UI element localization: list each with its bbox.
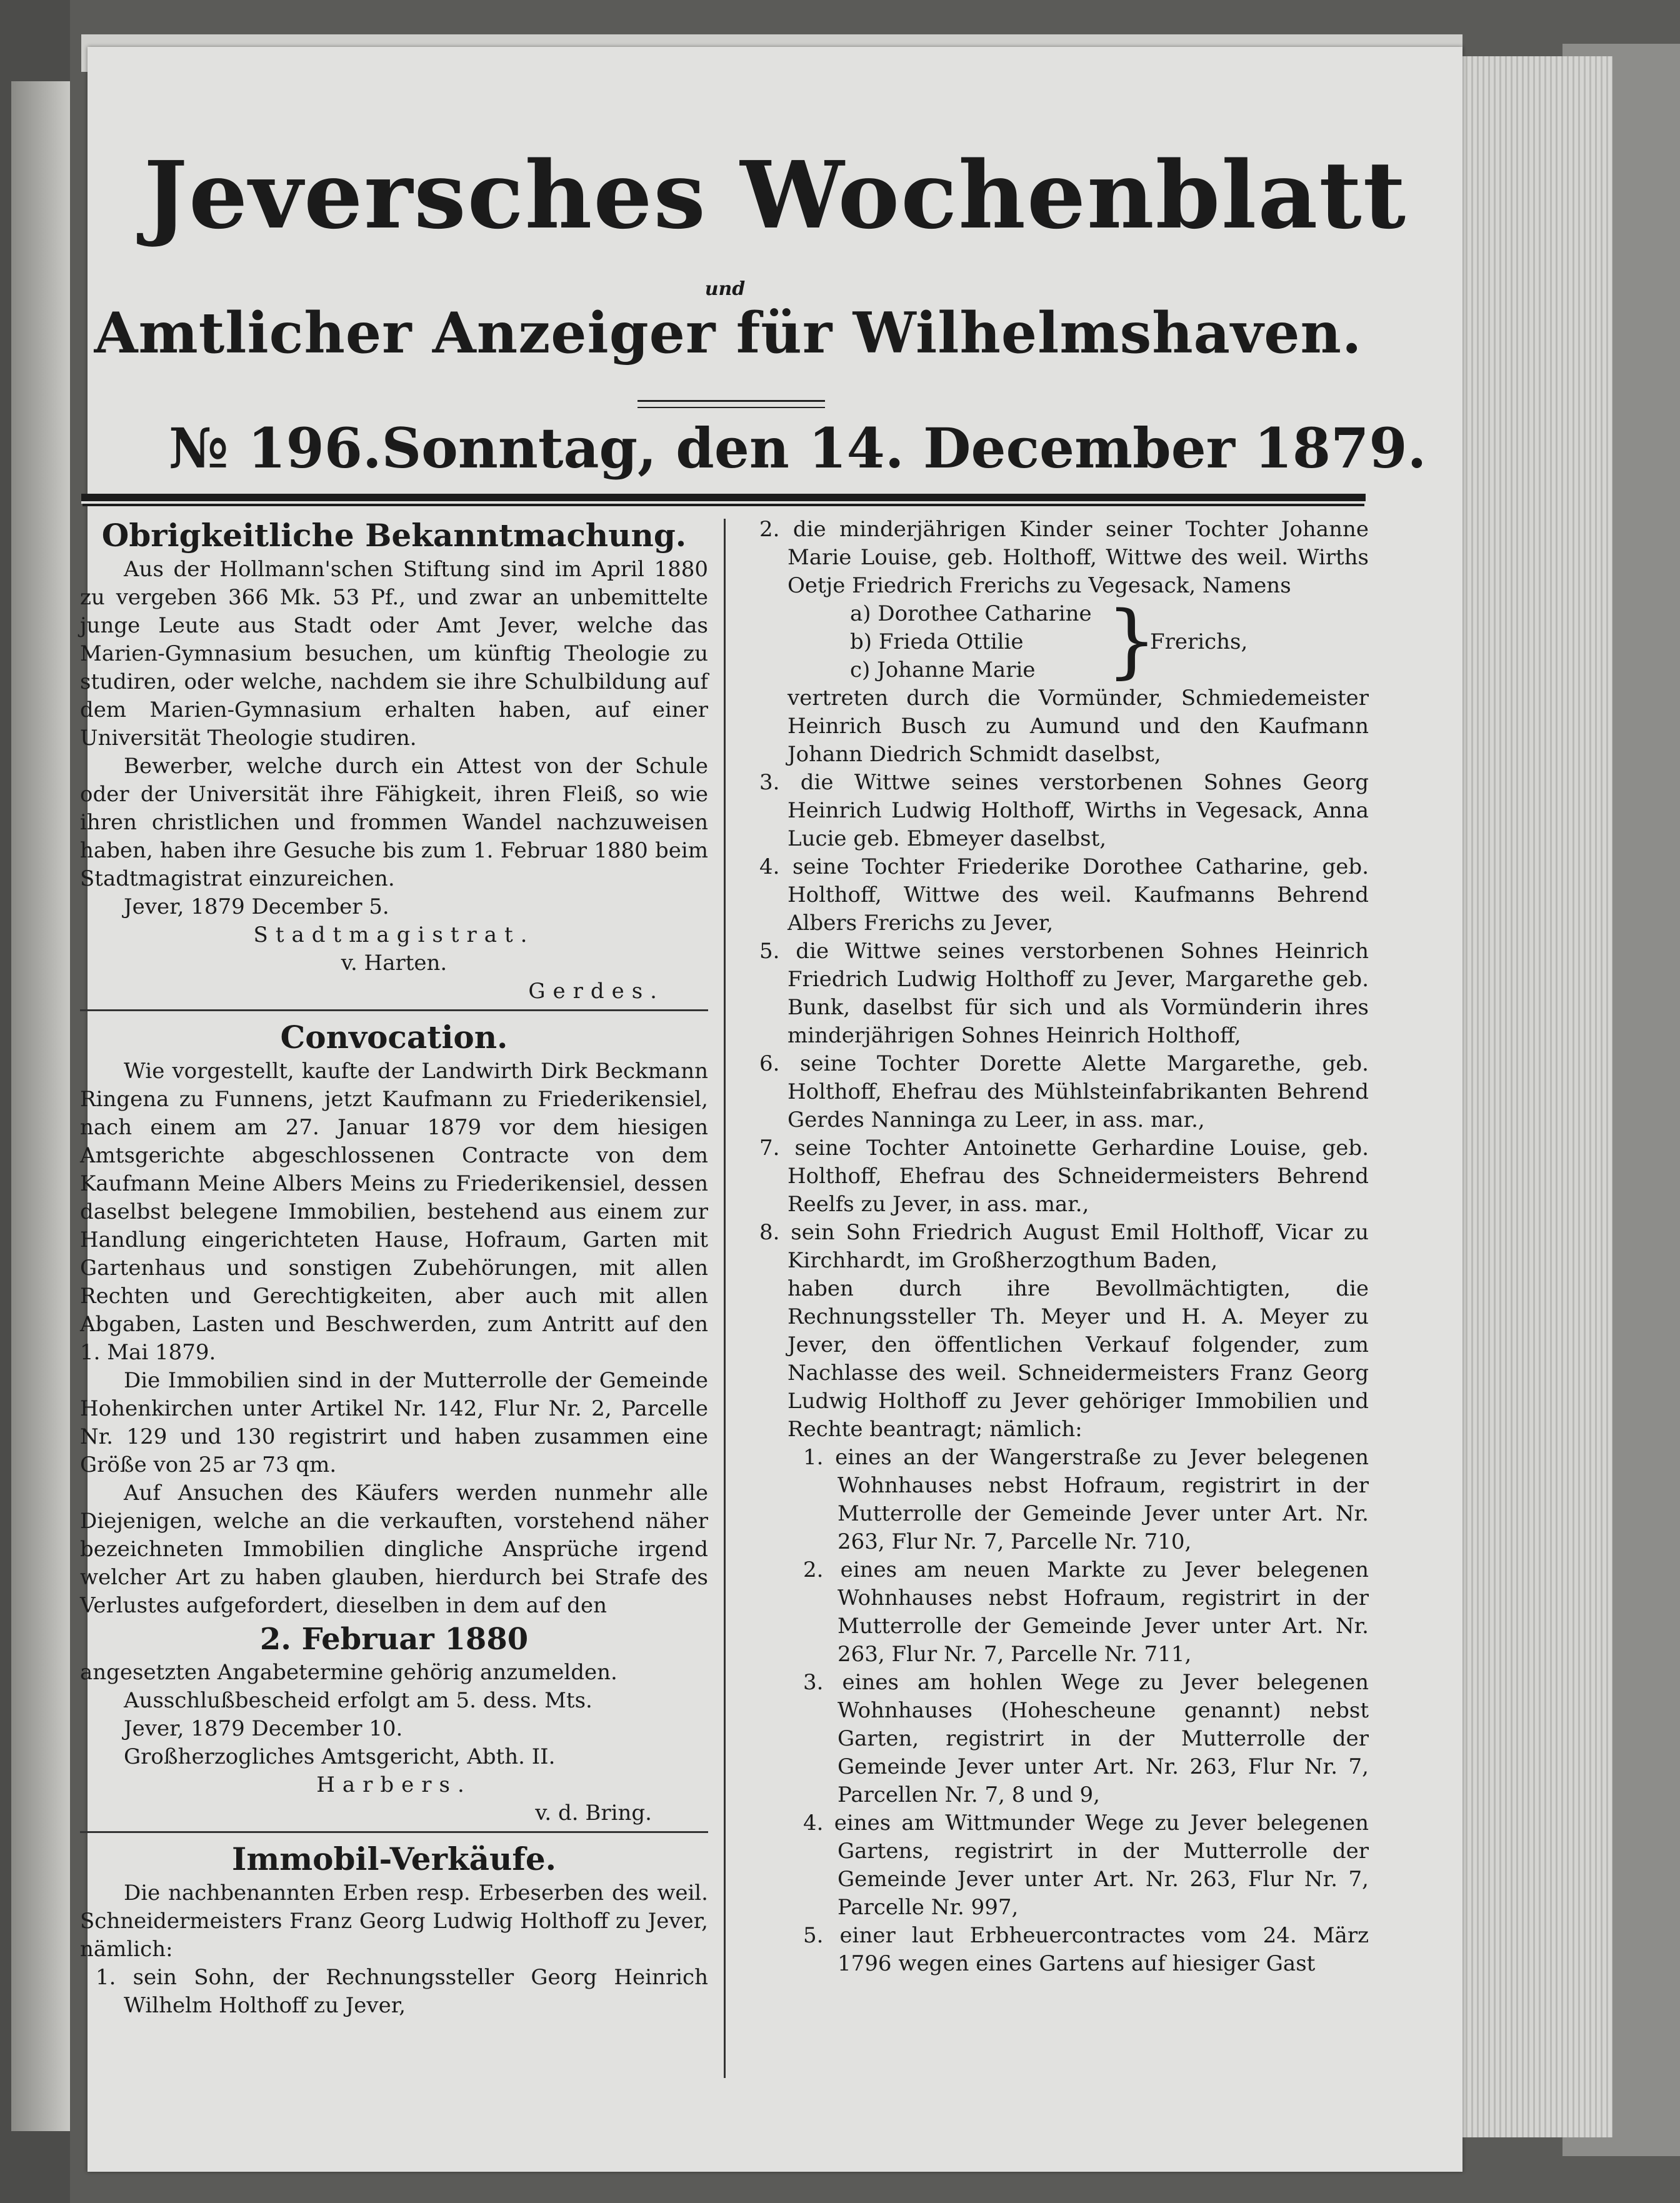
masthead-subtitle: Amtlicher Anzeiger für Wilhelmshaven.: [94, 300, 1362, 366]
authority: Stadtmagistrat.: [253, 922, 535, 947]
signature: v. d. Bring.: [535, 1801, 652, 1826]
paragraph: Aus der Hollmann'schen Stiftung sind im April 1880 zu vergeben 366 Mk. 53 Pf., und zwar an unbemittelte junge Leute aus Stadt oder Amt Jever, welche das Marien-Gymnasium besuchen, um künftig Theologie zu studiren, oder welche, nachdem sie ihre Schulbildung auf dem Marien-Gymnasium erhalten haben, auf einer Universität Theologie studiren.: [80, 557, 708, 751]
section-heading-bekanntmachung: Obrigkeitliche Bekanntmachung.: [101, 517, 687, 554]
paragraph: Wie vorgestellt, kaufte der Landwirth Dirk Beckmann Ringena zu Funnens, jetzt Kaufmann zu Friederikensiel, nach einem am 27. Januar 1879 vor dem hiesigen Amtsgerichte abgeschlossenen Contracte von dem Kaufmann Meine Albers Meins zu Friederikensiel, dessen daselbst belegene Immobilien, bestehend aus einem zur Handlung eingerichteten Hause, Hofraum, Garten mit Gartenhaus und sonstigen Zubehörungen, mit allen Rechten und Gerechtigkeiten, aber auch mit allen Abgaben, Lasten und Beschwerden, zum Antritt auf den 1. Mai 1879.: [80, 1059, 708, 1365]
list-item: 3. die Wittwe seines verstorbenen Sohnes Georg Heinrich Ludwig Holthoff, Wirths in Vegesack, Anna Lucie geb. Ebmeyer daselbst,: [759, 770, 1369, 851]
property-item: 3. eines am hohlen Wege zu Jever belegenen Wohnhauses (Hohescheune genannt) nebst Garten, registrirt in der Mutterrolle der Gemeinde Jever unter Art. Nr. 263, Flur Nr. 7, Parcellen Nr. 7, 8 und 9,: [803, 1670, 1369, 1807]
signature: Gerdes.: [528, 979, 664, 1004]
child-name: c) Johanne Marie: [850, 657, 1036, 682]
section-separator: [80, 1831, 708, 1833]
place-date: Jever, 1879 December 10.: [124, 1716, 403, 1741]
paragraph: Auf Ansuchen des Käufers werden nunmehr alle Diejenigen, welche an die verkauften, vorstehend näher bezeichneten Immobilien dingliche Ansprüche irgend welcher Art zu haben glauben, hierdurch bei Strafe des Verlustes aufgefordert, dieselben in dem auf den: [80, 1481, 708, 1618]
book-spine: [0, 0, 70, 2203]
list-item: 7. seine Tochter Antoinette Gerhardine Louise, geb. Holthoff, Ehefrau des Schneidermeisters Behrend Reelfs zu Jever, in ass. mar.,: [759, 1136, 1369, 1217]
list-item: 2. die minderjährigen Kinder seiner Tochter Johanne Marie Louise, geb. Holthoff, Wittwe des weil. Wirths Oetje Friedrich Frerichs zu Vegesack, Namens: [759, 517, 1369, 598]
deadline-date: 2. Februar 1880: [259, 1622, 529, 1657]
paragraph: angesetzten Angabetermine gehörig anzumelden.: [80, 1660, 618, 1685]
section-heading-convocation: Convocation.: [280, 1019, 508, 1056]
masthead-und: und: [704, 278, 746, 300]
signature: v. Harten.: [341, 951, 448, 976]
property-item: 5. einer laut Erbheuercontractes vom 24. März 1796 wegen eines Gartens auf hiesiger Gast: [803, 1923, 1369, 1976]
paragraph: haben durch ihre Bevollmächtigten, die Rechnungssteller Th. Meyer und H. A. Meyer zu Jever, den öffentlichen Verkauf folgender, zum Nachlasse des weil. Schneidermeisters Franz Georg Ludwig Holthoff zu Jever gehöriger Immobilien und Rechte beantragt; nämlich:: [788, 1276, 1369, 1442]
right-column: [744, 516, 1369, 1978]
masthead-ornament-rule: [638, 400, 825, 408]
child-name: a) Dorothee Catharine: [850, 601, 1092, 626]
authority: Großherzogliches Amtsgericht, Abth. II.: [124, 1744, 556, 1769]
left-column: [80, 516, 708, 2020]
issue-line: [169, 416, 1427, 481]
children-list: [744, 594, 1369, 687]
paragraph: vertreten durch die Vormünder, Schmiedemeister Heinrich Busch zu Aumund und den Kaufmann Johann Diedrich Schmidt daselbst,: [788, 686, 1369, 767]
section-separator: [80, 1009, 708, 1011]
family-name: Frerichs,: [1150, 629, 1248, 654]
issue-number: № 196.: [169, 416, 382, 481]
list-item: 8. sein Sohn Friedrich August Emil Holthoff, Vicar zu Kirchhardt, im Großherzogthum Baden,: [759, 1220, 1369, 1273]
brace-glyph: }: [1106, 594, 1158, 687]
column-rule: [724, 519, 726, 2078]
issue-date: Sonntag, den 14. December 1879.: [381, 416, 1427, 481]
page-stack-edge: [1456, 56, 1612, 2137]
section-heading-immobil: Immobil-Verkäufe.: [231, 1841, 557, 1877]
paragraph: Die Immobilien sind in der Mutterrolle der Gemeinde Hohenkirchen unter Artikel Nr. 142, Flur Nr. 2, Parcelle Nr. 129 und 130 registrirt und haben zusammen eine Größe von 25 ar 73 qm.: [80, 1368, 708, 1477]
list-item: 4. seine Tochter Friederike Dorothee Catharine, geb. Holthoff, Wittwe des weil. Kaufmanns Behrend Albers Frerichs zu Jever,: [759, 854, 1369, 936]
place-date: Jever, 1879 December 5.: [124, 894, 389, 919]
child-name: b) Frieda Ottilie: [850, 629, 1024, 654]
paragraph: Bewerber, welche durch ein Attest von der Schule oder der Universität ihre Fähigkeit, ihren Fleiß, so wie ihren christlichen und frommen Wandel nachzuweisen haben, haben ihre Gesuche bis zum 1. Februar 1880 beim Stadtmagistrat einzureichen.: [80, 754, 708, 891]
property-item: 2. eines am neuen Markte zu Jever belegenen Wohnhauses nebst Hofraum, registrirt in der Mutterrolle der Gemeinde Jever unter Art. Nr. 263, Flur Nr. 7, Parcelle Nr. 711,: [803, 1557, 1369, 1667]
list-item: 5. die Wittwe seines verstorbenen Sohnes Heinrich Friedrich Ludwig Holthoff zu Jever, Margarethe geb. Bunk, daselbst für sich und als Vormünderin ihres minderjährigen Sohnes Heinrich Holthoff,: [759, 939, 1369, 1048]
header-rule: [81, 494, 1366, 504]
property-item: 4. eines am Wittmunder Wege zu Jever belegenen Gartens, registrirt in der Mutterrolle der Gemeinde Jever unter Art. Nr. 263, Flur Nr. 7, Parcelle Nr. 997,: [803, 1811, 1369, 1920]
masthead-title: Jeversches Wochenblatt: [144, 141, 1408, 249]
paragraph: Ausschlußbescheid erfolgt am 5. dess. Mts.: [124, 1688, 592, 1713]
signature: Harbers.: [316, 1772, 472, 1797]
list-item: 6. seine Tochter Dorette Alette Margarethe, geb. Holthoff, Ehefrau des Mühlsteinfabrikanten Behrend Gerdes Nanninga zu Leer, in ass. mar.,: [759, 1051, 1369, 1132]
paragraph: Die nachbenannten Erben resp. Erbeserben des weil. Schneidermeisters Franz Georg Ludwig Holthoff zu Jever, nämlich:: [80, 1881, 708, 1962]
list-item: 1. sein Sohn, der Rechnungssteller Georg Heinrich Wilhelm Holthoff zu Jever,: [96, 1965, 708, 2018]
previous-page-edge: [11, 81, 70, 2131]
property-item: 1. eines an der Wangerstraße zu Jever belegenen Wohnhauses nebst Hofraum, registrirt in der Mutterrolle der Gemeinde Jever unter Art. Nr. 263, Flur Nr. 7, Parcelle Nr. 710,: [803, 1445, 1369, 1554]
